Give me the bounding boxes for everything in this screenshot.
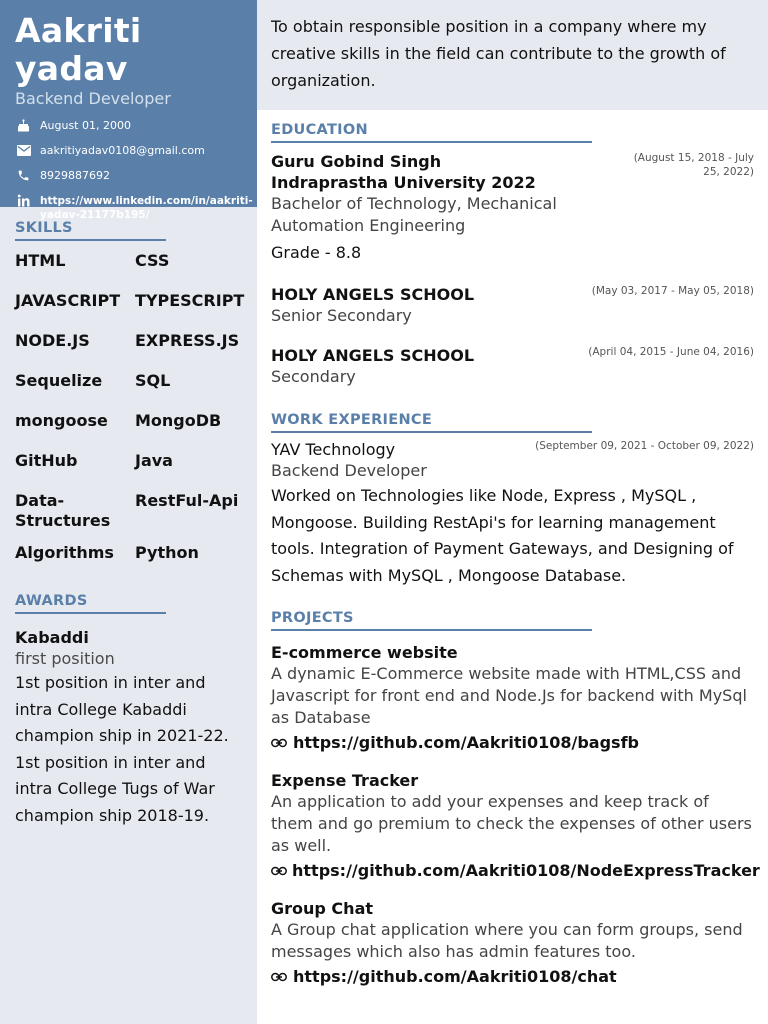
linkedin-icon bbox=[15, 194, 32, 207]
phone-icon bbox=[15, 169, 32, 182]
work-company: YAV Technology bbox=[271, 440, 396, 459]
birthday-text: August 01, 2000 bbox=[40, 119, 131, 132]
projects-section bbox=[271, 610, 760, 987]
education-date: (April 04, 2015 - June 04, 2016) bbox=[588, 346, 754, 358]
contact-birthday bbox=[15, 119, 242, 132]
project-link-url[interactable]: https://github.com/Aakriti0108/chat bbox=[293, 967, 617, 986]
projects-divider bbox=[271, 629, 592, 631]
education-degree: Bachelor of Technology, Mechanical Automation Engineering bbox=[271, 194, 557, 235]
contact-linkedin[interactable] bbox=[15, 194, 253, 222]
skill-item: NODE.JS bbox=[15, 331, 90, 350]
education-section bbox=[271, 122, 754, 388]
skill-item: Java bbox=[135, 451, 173, 470]
awards-section bbox=[15, 593, 245, 830]
education-divider bbox=[271, 141, 592, 143]
cake-icon bbox=[15, 119, 32, 132]
work-role: Backend Developer bbox=[271, 461, 427, 480]
skill-item: Python bbox=[135, 543, 199, 562]
project-name: Expense Tracker bbox=[271, 771, 419, 790]
objective-statement: To obtain responsible position in a company where my creative skills in the field can contribute to the growth of organization. bbox=[257, 0, 768, 110]
skill-item: Algorithms bbox=[15, 543, 114, 562]
contact-phone[interactable] bbox=[15, 169, 242, 182]
project-description: A dynamic E-Commerce website made with HTML,CSS and Javascript for front end and Node.Js for backend with MySql as Database bbox=[271, 664, 747, 727]
project-entry bbox=[271, 899, 754, 987]
education-entry bbox=[271, 345, 754, 388]
education-heading: EDUCATION bbox=[271, 122, 368, 138]
project-name: E-commerce website bbox=[271, 643, 458, 662]
project-entry bbox=[271, 771, 760, 881]
skill-item: SQL bbox=[135, 371, 171, 390]
mail-icon bbox=[15, 144, 32, 157]
candidate-name: Aakriti yadav bbox=[15, 11, 142, 88]
skill-item: JAVASCRIPT bbox=[15, 291, 121, 310]
award-name: Kabaddi bbox=[15, 628, 89, 647]
work-section bbox=[271, 412, 754, 589]
education-entry bbox=[271, 284, 754, 327]
link-icon bbox=[271, 865, 287, 877]
work-divider bbox=[271, 431, 592, 433]
education-date: (May 03, 2017 - May 05, 2018) bbox=[591, 285, 754, 297]
skill-item: HTML bbox=[15, 251, 66, 270]
project-entry bbox=[271, 643, 754, 753]
education-grade: Grade - 8.8 bbox=[271, 243, 362, 262]
awards-heading: AWARDS bbox=[15, 593, 88, 609]
awards-divider bbox=[15, 612, 166, 614]
skill-item: TYPESCRIPT bbox=[135, 291, 245, 310]
skill-item: CSS bbox=[135, 251, 170, 270]
education-date: (August 15, 2018 - July 25, 2022) bbox=[633, 152, 754, 178]
profile-header bbox=[0, 0, 257, 221]
linkedin-text[interactable] bbox=[40, 194, 253, 222]
education-institution: HOLY ANGELS SCHOOL bbox=[271, 285, 475, 304]
education-level: Secondary bbox=[271, 367, 356, 386]
project-link[interactable] bbox=[271, 967, 754, 987]
project-description: A Group chat application where you can form groups, send messages which also has admin features too. bbox=[271, 920, 743, 961]
award-description: 1st position in inter and intra College Kabaddi champion ship in 2021-22. 1st position in inter and intra College Tugs of War champion ship 2018-19. bbox=[15, 673, 229, 825]
contact-list bbox=[15, 119, 253, 222]
phone-text[interactable]: 8929887692 bbox=[40, 169, 110, 182]
project-link[interactable] bbox=[271, 733, 754, 753]
project-name: Group Chat bbox=[271, 899, 374, 918]
education-level: Senior Secondary bbox=[271, 306, 412, 325]
skills-section bbox=[15, 220, 245, 583]
project-link-url[interactable]: https://github.com/Aakriti0108/NodeExpressTracker bbox=[292, 861, 760, 880]
work-heading: WORK EXPERIENCE bbox=[271, 412, 433, 428]
linkedin-line-2[interactable]: yadav-21177b195/ bbox=[40, 209, 150, 221]
email-text[interactable]: aakritiyadav0108@gmail.com bbox=[40, 144, 205, 157]
skill-item: EXPRESS.JS bbox=[135, 331, 240, 350]
project-link-url[interactable]: https://github.com/Aakriti0108/bagsfb bbox=[293, 733, 639, 752]
skill-item: mongoose bbox=[15, 411, 108, 430]
skills-heading: SKILLS bbox=[15, 220, 73, 236]
skill-item: Data-Structures bbox=[15, 491, 111, 530]
skill-item: Sequelize bbox=[15, 371, 103, 390]
main-content bbox=[257, 0, 768, 1024]
education-institution: HOLY ANGELS SCHOOL bbox=[271, 346, 475, 365]
work-date: (September 09, 2021 - October 09, 2022) bbox=[535, 440, 754, 452]
award-subtitle: first position bbox=[15, 649, 115, 668]
skill-item: MongoDB bbox=[135, 411, 222, 430]
work-entry bbox=[271, 439, 754, 589]
skills-grid bbox=[15, 251, 245, 583]
link-icon bbox=[271, 971, 288, 983]
sidebar bbox=[0, 0, 257, 1024]
skills-divider bbox=[15, 239, 166, 241]
work-description: Worked on Technologies like Node, Express , MySQL , Mongoose. Building RestApi's for learning management tools. Integration of Payment Gateways, and Designing of Schemas with MySQL , Mongoose Database. bbox=[271, 486, 734, 585]
project-description: An application to add your expenses and keep track of them and go premium to check the expenses of other users as well. bbox=[271, 792, 752, 855]
candidate-role: Backend Developer bbox=[15, 89, 171, 108]
link-icon bbox=[271, 737, 288, 749]
linkedin-line-1[interactable]: https://www.linkedin.com/in/aakriti- bbox=[40, 195, 253, 207]
education-institution: Guru Gobind Singh Indraprastha University 2022 bbox=[271, 152, 536, 192]
skill-item: RestFul-Api bbox=[135, 491, 239, 510]
projects-heading: PROJECTS bbox=[271, 610, 354, 626]
skill-item: GitHub bbox=[15, 451, 78, 470]
education-entry bbox=[271, 151, 754, 264]
project-link[interactable] bbox=[271, 861, 760, 881]
contact-email[interactable] bbox=[15, 144, 242, 157]
